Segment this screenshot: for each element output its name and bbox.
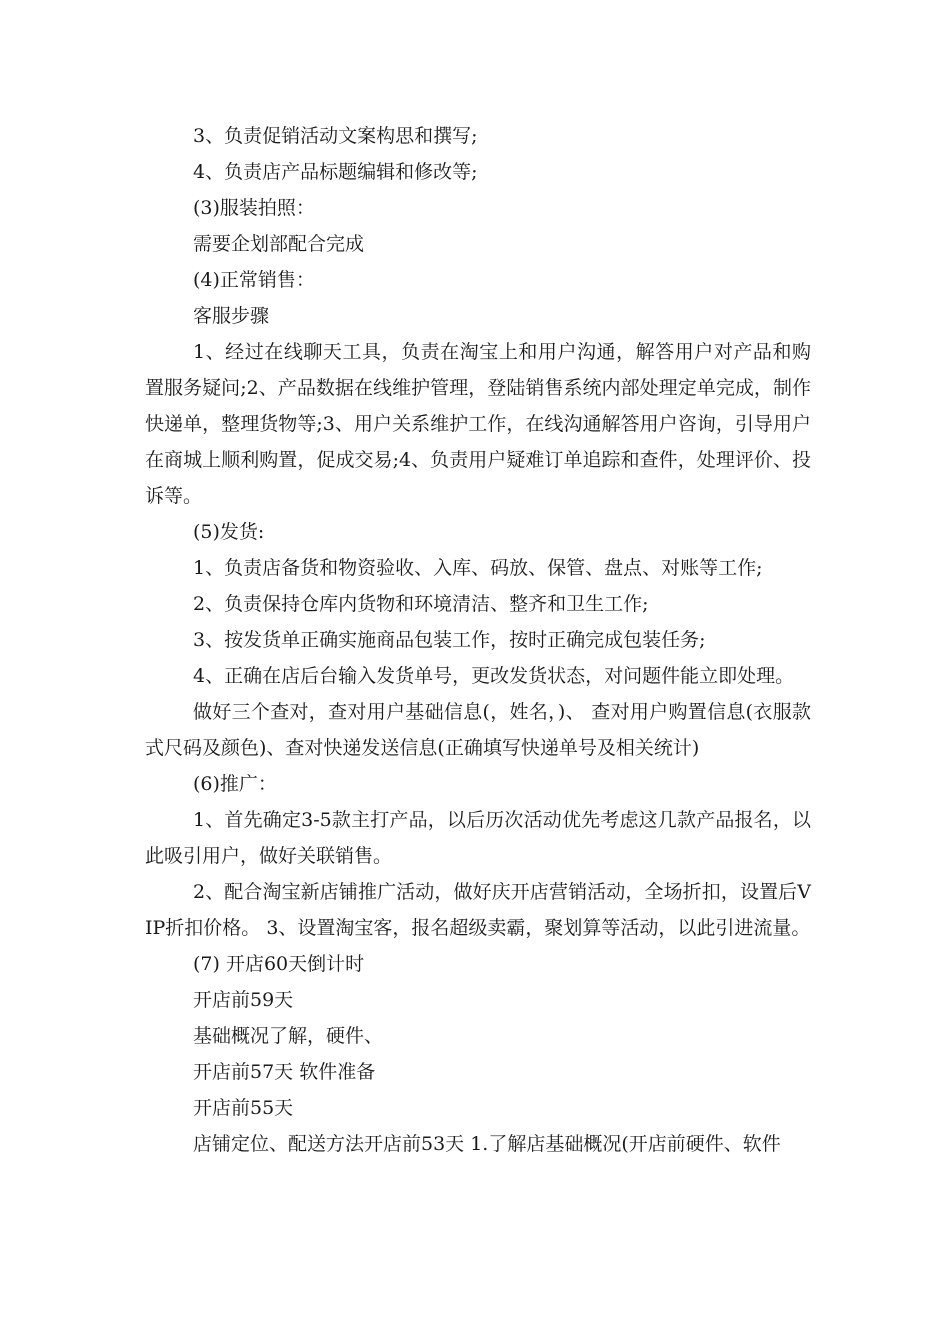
paragraph: 客服步骤 xyxy=(193,305,270,327)
section-heading: (3)服装拍照： xyxy=(193,197,315,219)
section-heading: (7) 开店60天倒计时 xyxy=(193,953,365,975)
section-heading: (6)推广： xyxy=(193,773,277,795)
paragraph: 3、按发货单正确实施商品包装工作，按时正确完成包装任务; xyxy=(193,629,706,651)
paragraph: 2、配合淘宝新店铺推广活动，做好庆开店营销活动，全场折扣，设置后VIP折扣价格。 3、设置淘宝客，报名超级卖霸，聚划算等活动，以此引进流量。 xyxy=(145,881,811,939)
paragraph: 开店前57天 软件准备 xyxy=(193,1061,376,1083)
paragraph: 店铺定位、配送方法开店前53天 1.了解店基础概况(开店前硬件、软件 xyxy=(193,1133,781,1155)
paragraph: 开店前55天 xyxy=(193,1097,294,1119)
paragraph: 4、正确在店后台输入发货单号，更改发货状态，对问题件能立即处理。 xyxy=(193,665,795,687)
paragraph: 需要企划部配合完成 xyxy=(193,233,365,255)
paragraph: 1、负责店备货和物资验收、入库、码放、保管、盘点、对账等工作; xyxy=(193,557,763,579)
paragraph: 开店前59天 xyxy=(193,989,294,1011)
paragraph: 1、首先确定3-5款主打产品，以后历次活动优先考虑这几款产品报名，以此吸引用户，做好关联销售。 xyxy=(145,809,811,867)
paragraph: 基础概况了解，硬件、 xyxy=(193,1025,384,1047)
paragraph: 4、负责店产品标题编辑和修改等; xyxy=(193,161,478,183)
paragraph: 做好三个查对，查对用户基础信息(，姓名，)、 查对用户购置信息(衣服款式尺码及颜色)、查对快递发送信息(正确填写快递单号及相关统计) xyxy=(145,701,811,759)
paragraph: 2、负责保持仓库内货物和环境清洁、整齐和卫生工作; xyxy=(193,593,649,615)
document-body xyxy=(145,118,811,1162)
paragraph: 1、经过在线聊天工具，负责在淘宝上和用户沟通，解答用户对产品和购置服务疑问;2、产品数据在线维护管理，登陆销售系统内部处理定单完成，制作快递单，整理货物等;3、用户关系维护工作，在线沟通解答用户咨询，引导用户在商城上顺利购置，促成交易;4、负责用户疑难订单追踪和查件，处理评价、投诉等。 xyxy=(145,341,811,507)
paragraph: 3、负责促销活动文案构思和撰写; xyxy=(193,125,478,147)
section-heading: (4)正常销售： xyxy=(193,269,315,291)
section-heading: (5)发货: xyxy=(193,521,265,543)
